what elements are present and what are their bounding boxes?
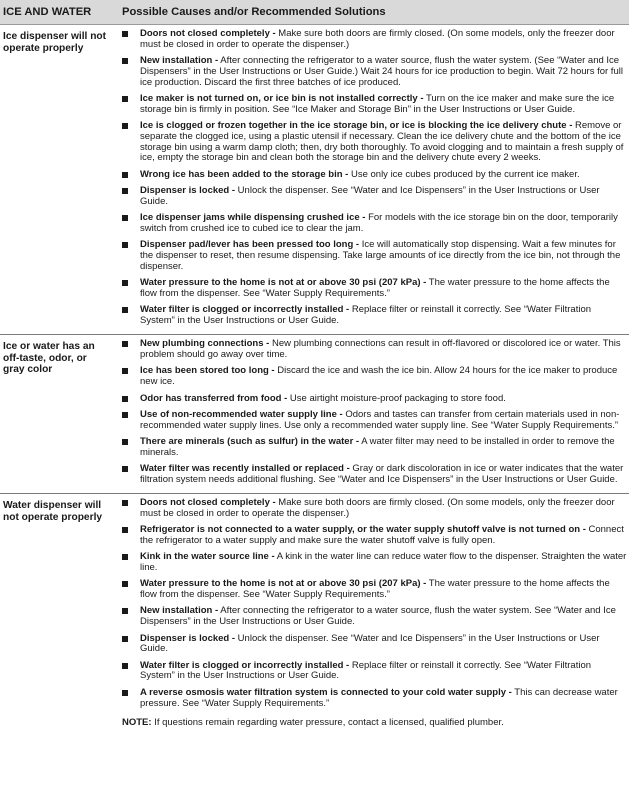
cause-title: New plumbing connections - [140, 338, 270, 350]
problem-label: Water dispenser will not operate properly [0, 494, 112, 730]
square-bullet-icon [122, 123, 128, 129]
table-body [0, 25, 629, 730]
solution-text: Make sure both doors are firmly closed. (On some models, only the freezer door must be closed in order to operate the dispenser.) [140, 497, 615, 519]
cause-title: Water filter was recently installed or replaced - [140, 463, 350, 474]
solution-text: Turn on the ice maker and make sure the ice storage bin is firmly in position. See “Ice Maker and Storage Bin” in the User Instructions or User Guide. [140, 92, 615, 115]
solution-text: The water pressure to the home affects the flow from the dispenser. See “Water Supply Requirements.” [140, 277, 610, 299]
solution-item [112, 394, 627, 405]
solution-item [112, 366, 627, 388]
square-bullet-icon [122, 58, 128, 64]
solution-text: A kink in the water line can reduce water flow to the dispenser. Straighten the water line. [140, 551, 627, 574]
solution-item [112, 186, 627, 208]
solution-text: New plumbing connections can result in off-flavored or discolored ice or water. This problem should go away over time. [140, 338, 621, 361]
cause-title: Ice has been stored too long - [140, 365, 275, 377]
solution-item [112, 94, 627, 116]
solution-text: Gray or dark discoloration in ice or water indicates that the water filtration system needs additional flushing. See “Water and Ice Dispensers” in the User Instructions or User Guide. [140, 463, 624, 485]
solution-item [112, 634, 627, 656]
solution-item [112, 525, 627, 547]
solution-text: For models with the ice storage bin on the door, temporarily switch from crushed ice to cubed ice to clear the jam. [140, 212, 618, 234]
cause-title: Water filter is clogged or incorrectly installed - [140, 659, 350, 671]
solution-text: Odors and tastes can transfer from certain materials used in non-recommended water supply lines. Use only a recommended water supply line. See “Water Supply Requirements.” [140, 408, 620, 431]
square-bullet-icon [122, 368, 128, 374]
square-bullet-icon [122, 172, 128, 178]
solution-item [112, 170, 627, 181]
square-bullet-icon [122, 215, 128, 221]
solution-text: Remove or separate the clogged ice, using a plastic utensil if necessary. Clean the ice delivery chute and the bottom of the ice storage bin using a warm damp cloth; then, dry both thoroughly. To avoid clogging and to maintain a fresh supply of ice, empty the storage bin and clean both the storage bin and the delivery chute every 2 weeks. [140, 120, 624, 164]
note-label: NOTE: [122, 716, 152, 728]
square-bullet-icon [122, 242, 128, 248]
solution-item [112, 688, 627, 710]
cause-title: Doors not closed completely - [140, 28, 276, 39]
cause-title: Ice is clogged or frozen together in the ice storage bin, or ice is blocking the ice delivery chute - [140, 120, 573, 132]
cause-title: New installation - [140, 55, 219, 67]
solution-text: Discard the ice and wash the ice bin. Allow 24 hours for the ice maker to produce new ice. [140, 365, 618, 388]
square-bullet-icon [122, 280, 128, 286]
table-header-row [0, 0, 629, 25]
solution-item [112, 339, 627, 361]
solution-text: Make sure both doors are firmly closed. (On some models, only the freezer door must be closed in order to operate the dispenser.) [140, 28, 615, 50]
square-bullet-icon [122, 690, 128, 696]
cause-title: Dispenser pad/lever has been pressed too long - [140, 239, 360, 251]
square-bullet-icon [122, 466, 128, 472]
solution-text: Ice will automatically stop dispensing. Wait a few minutes for the dispenser to reset, then resume dispensing. Take large amounts of ice directly from the ice bin, not through the dispenser. [140, 239, 621, 272]
solution-item [112, 661, 627, 683]
solution-text: Use airtight moisture-proof packaging to store food. [287, 392, 506, 404]
solution-item [112, 29, 627, 51]
square-bullet-icon [122, 396, 128, 402]
problem-label: Ice dispenser will not operate properly [0, 25, 112, 335]
table-row [0, 25, 629, 335]
cause-title: Odor has transferred from food - [140, 392, 288, 404]
cause-title: Doors not closed completely - [140, 497, 276, 509]
solution-item [112, 464, 627, 486]
square-bullet-icon [122, 500, 128, 506]
cause-title: Use of non-recommended water supply line - [140, 408, 343, 420]
cause-title: Wrong ice has been added to the storage bin - [140, 168, 349, 180]
solution-text: Unlock the dispenser. See “Water and Ice Dispensers” in the User Instructions or User Guide. [140, 632, 600, 655]
solution-text: Connect the refrigerator to a water supply and make sure the water shutoff valve is fully open. [140, 524, 624, 546]
solution-text: Unlock the dispenser. See “Water and Ice Dispensers” in the User Instructions or User Guide. [140, 185, 600, 207]
solution-text: Use only ice cubes produced by the current ice maker. [348, 168, 580, 180]
solution-item [112, 213, 627, 235]
cause-title: Ice dispenser jams while dispensing crushed ice - [140, 212, 366, 224]
solution-item [112, 305, 627, 327]
table-row [0, 335, 629, 494]
problem-label: Ice or water has an off-taste, odor, or gray color [0, 335, 112, 494]
square-bullet-icon [122, 412, 128, 418]
cause-title: Dispenser is locked - [140, 185, 236, 197]
square-bullet-icon [122, 581, 128, 587]
cause-title: Dispenser is locked - [140, 632, 236, 644]
square-bullet-icon [122, 341, 128, 347]
table-row [0, 494, 629, 730]
solution-text: After connecting the refrigerator to a water source, flush the water system. See “Water and Ice Dispensers” in the User Instructions or User Guide. [140, 605, 616, 628]
square-bullet-icon [122, 188, 128, 194]
solution-item [112, 498, 627, 520]
cause-title: New installation - [140, 605, 219, 617]
solutions-cell [112, 335, 629, 494]
solution-item [112, 56, 627, 88]
cause-title: Water pressure to the home is not at or above 30 psi (207 kPa) - [140, 277, 427, 289]
solution-text: Replace filter or reinstall it correctly. See “Water Filtration System” in the User Instructions or User Guide. [140, 304, 592, 327]
cause-title: Ice maker is not turned on, or ice bin is not installed correctly - [140, 92, 424, 104]
cause-title: Kink in the water source line - [140, 551, 275, 563]
square-bullet-icon [122, 554, 128, 560]
solution-item [112, 121, 627, 164]
square-bullet-icon [122, 439, 128, 445]
square-bullet-icon [122, 307, 128, 313]
solution-item [112, 410, 627, 432]
square-bullet-icon [122, 527, 128, 533]
note-text: If questions remain regarding water pressure, contact a licensed, qualified plumber. [151, 716, 504, 728]
cause-title: Water pressure to the home is not at or above 30 psi (207 kPa) - [140, 578, 427, 590]
cause-title: A reverse osmosis water filtration system is connected to your cold water supply - [140, 686, 512, 698]
header-solutions: Possible Causes and/or Recommended Solutions [112, 0, 629, 25]
solution-text: This can decrease water pressure. See “Water Supply Requirements.” [140, 686, 618, 709]
square-bullet-icon [122, 636, 128, 642]
solution-item [112, 240, 627, 272]
solution-item [112, 278, 627, 300]
cause-title: There are minerals (such as sulfur) in the water - [140, 435, 360, 447]
solutions-cell [112, 25, 629, 335]
solution-text: A water filter may need to be installed in order to remove the minerals. [140, 435, 615, 458]
solutions-cell [112, 494, 629, 730]
solution-item [112, 437, 627, 459]
square-bullet-icon [122, 608, 128, 614]
solution-text: Replace filter or reinstall it correctly. See “Water Filtration System” in the User Instructions or User Guide. [140, 659, 592, 682]
square-bullet-icon [122, 31, 128, 37]
cause-title: Refrigerator is not connected to a water supply, or the water supply shutoff valve is not turned on - [140, 524, 586, 536]
note [112, 715, 627, 728]
header-problem: ICE AND WATER [0, 0, 112, 25]
solution-item [112, 552, 627, 574]
solution-text: After connecting the refrigerator to a water source, flush the water system. (See “Water and Ice Dispensers” in the User Instructions or User Guide.) Wait 24 hours for ice production to begin. Wait 72 hours for full ice production. Discard the first three batches of ice produced. [140, 55, 623, 88]
cause-title: Water filter is clogged or incorrectly installed - [140, 304, 350, 316]
square-bullet-icon [122, 96, 128, 102]
square-bullet-icon [122, 663, 128, 669]
solution-item [112, 606, 627, 628]
solution-item [112, 579, 627, 601]
solution-text: The water pressure to the home affects the flow from the dispenser. See “Water Supply Requirements.” [140, 578, 610, 601]
